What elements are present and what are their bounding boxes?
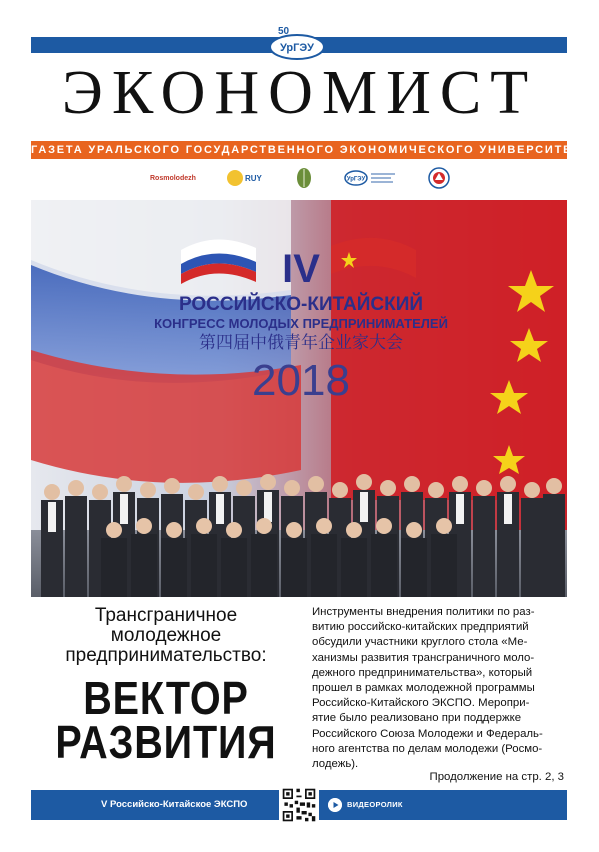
headline-main (50, 672, 282, 768)
ruy-logo-text: RUY (244, 174, 262, 183)
headline-line: ВЕКТОР (83, 672, 249, 724)
lead-line: лодежь). (312, 758, 359, 771)
congress-numeral: IV (282, 247, 320, 291)
logo-badge-text: УрГЭУ (279, 42, 315, 54)
lead-line: ятие было реализовано при поддержке (312, 712, 522, 725)
urgeu-logo-icon (344, 167, 398, 189)
urgeu-logo-text: УрГЭУ (346, 176, 366, 183)
masthead-subtitle: ГАЗЕТА УРАЛЬСКОГО ГОСУДАРСТВЕННОГО ЭКОНОМИЧЕСКОГО УНИВЕРСИТЕТА (31, 141, 567, 159)
lead-line: витию российско-китайских предприятий (312, 621, 529, 634)
lead-line: ного агентства по делам молодежи (Росмо- (312, 742, 543, 755)
leaf-logo-icon (294, 167, 314, 189)
continue-link[interactable]: Продолжение на стр. 2, 3 (429, 771, 564, 783)
play-icon[interactable] (328, 798, 342, 812)
qr-code-icon[interactable] (279, 785, 319, 825)
university-logo-icon (268, 25, 326, 61)
lead-line: обсудили участники круглого стола «Ме- (312, 636, 528, 649)
kicker-line: предпринимательство: (65, 645, 267, 666)
congress-title-line2: КОНГРЕСС МОЛОДЫХ ПРЕДПРИНИМАТЕЛЕЙ (154, 316, 448, 331)
partner-logos (150, 166, 450, 190)
lead-line: Российского Союза Молодежи и Федераль- (312, 727, 543, 740)
lead-line: прошел в рамках молодежной программы (312, 682, 535, 695)
article-lead (312, 605, 570, 772)
masthead-title: ЭКОНОМИСТ (61, 59, 538, 127)
logo-badge-number: 50 (278, 26, 290, 37)
expo-label: V Российско-Китайское ЭКСПО (101, 799, 248, 810)
cover-photo (31, 200, 567, 597)
headline-line: РАЗВИТИЯ (55, 716, 277, 768)
congress-group-photo (31, 200, 567, 597)
rosmolodezh-logo: Rosmolodezh (150, 174, 196, 182)
article-headline (31, 605, 301, 768)
kicker-line: Трансграничное (94, 605, 238, 626)
kicker-line: молодежное (110, 625, 222, 646)
video-label[interactable]: ВИДЕОРОЛИК (347, 800, 403, 809)
lead-line: ханизмы развития трансграничного моло- (312, 651, 535, 664)
ruy-logo-icon (226, 167, 264, 189)
congress-year: 2018 (252, 356, 350, 405)
lead-line: Инструменты внедрения политики по раз- (312, 606, 535, 618)
congress-title-line1: РОССИЙСКО-КИТАЙСКИЙ (178, 294, 424, 315)
congress-title-chinese: 第四届中俄青年企业家大会 (199, 333, 403, 353)
headline-kicker (31, 606, 301, 666)
emblem-logo-icon (428, 167, 450, 189)
footer-bar (31, 790, 567, 820)
lead-line: дежного предпринимательства», который (312, 666, 533, 679)
lead-line: Российско-Китайского ЭКСПО. Меропри- (312, 697, 530, 710)
